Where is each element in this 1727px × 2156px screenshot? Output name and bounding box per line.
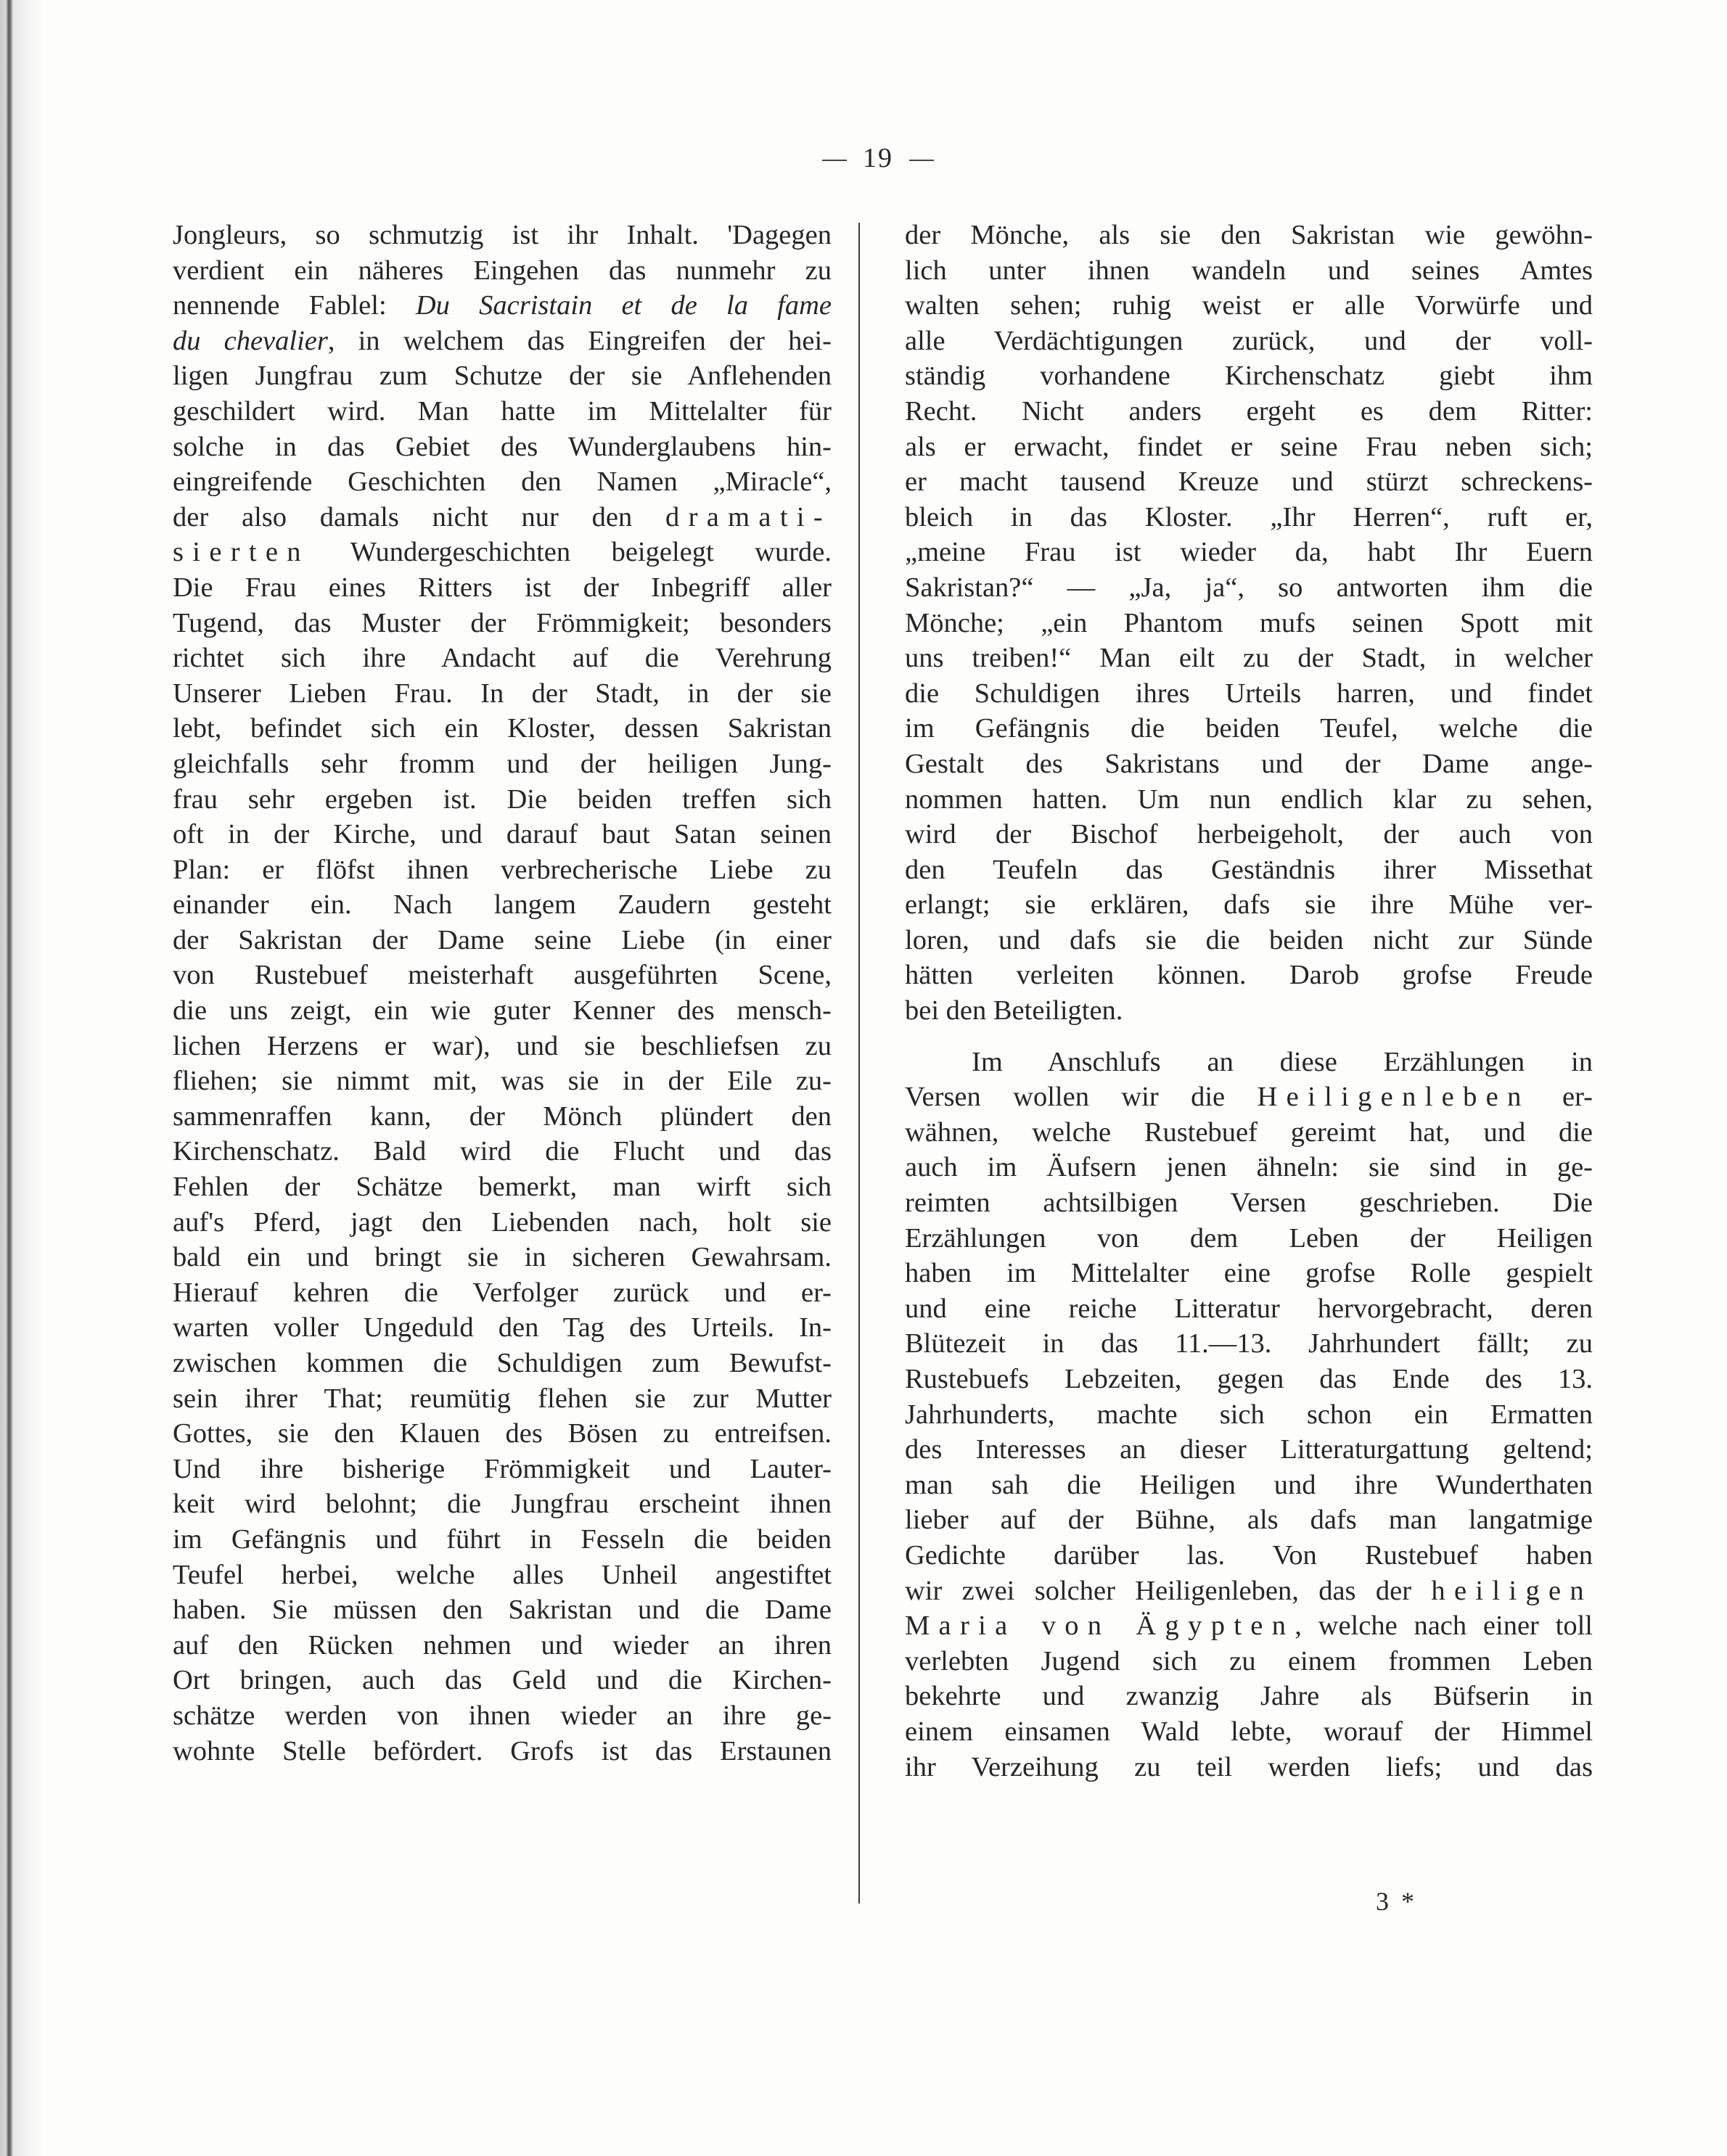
text-line: Teufel herbei, welche alles Unheil angestiftet [173,1559,832,1590]
text-line: einem einsamen Wald lebte, worauf der Himmel [905,1716,1593,1747]
text-line: einander ein. Nach langem Zaudern gesteht [173,889,832,921]
text-line [173,535,832,570]
text-line: schätze werden von ihnen wieder an ihre ge- [173,1700,832,1731]
text-line: Die Frau eines Ritters ist der Inbegriff aller [173,572,832,603]
text-line: Jongleurs, so schmutzig ist ihr Inhalt. 'Dagegen [173,220,832,250]
text-line: lichen Herzens er war), und sie beschliefsen zu [173,1030,832,1061]
text-line [905,1079,1593,1115]
text-line: ständig vorhandene Kirchenschatz giebt ihm [905,361,1593,392]
text-line: wird der Bischof herbeigeholt, der auch von [905,819,1593,850]
text-line: im Gefängnis die beiden Teufel, welche die [905,713,1593,744]
text-line: des Interesses an dieser Litteraturgattung geltend; [905,1434,1593,1465]
text-line: geschildert wird. Man hatte im Mittelalter für [173,395,832,427]
text-line: der Mönche, als sie den Sakristan wie gewöhn- [905,220,1593,250]
left-column [173,218,832,1769]
text-line: bleich in das Kloster. „Ihr Herren“, ruft er, [905,501,1593,532]
text-line: reimten achtsilbigen Versen geschrieben. Die [905,1188,1593,1219]
text-line: alle Verdächtigungen zurück, und der voll- [905,325,1593,356]
text-line: Gedichte darüber las. Von Rustebuef haben [905,1539,1593,1571]
text-line: „meine Frau ist wieder da, habt Ihr Euern [905,537,1593,568]
text-span: nennende Fablel: [173,290,416,321]
text-line: Kirchenschatz. Bald wird die Flucht und das [173,1136,832,1167]
book-spine-edge [0,0,44,2156]
text-line: bekehrte und zwanzig Jahre als Büfserin in [905,1681,1593,1712]
text-span: er- [1530,1082,1593,1113]
text-line [173,500,832,535]
text-line: wähnen, welche Rustebuef gereimt hat, und die [905,1116,1593,1148]
work-title-italic-cont: du chevalier [173,325,328,356]
right-column [905,218,1593,1785]
text-line: man sah die Heiligen und ihre Wunderthaten [905,1469,1593,1500]
text-line: verlebten Jugend sich zu einem frommen Leben [905,1645,1593,1676]
text-line: Hierauf kehren die Verfolger zurück und er- [173,1277,832,1308]
page-number-header [791,142,965,174]
text-line: Und ihre bisherige Frömmigkeit und Lauter- [173,1453,832,1484]
text-line: Unserer Lieben Frau. In der Stadt, in der sie [173,678,832,709]
text-line: die Schuldigen ihres Urteils harren, und findet [905,678,1593,709]
text-line: oft in der Kirche, und darauf baut Satan seinen [173,819,832,850]
text-line: von Rustebuef meisterhaft ausgeführten Scene, [173,960,832,991]
spaced-emphasis: heiligen [1431,1575,1593,1606]
text-span: Versen wollen wir die [905,1082,1258,1113]
text-line: auf den Rücken nehmen und wieder an ihren [173,1629,832,1661]
text-line: Ort bringen, auch das Geld und die Kirchen- [173,1665,832,1696]
text-line: bald ein und bringt sie in sicheren Gewahrsam. [173,1242,832,1273]
text-span: , in welchem das Eingreifen der hei- [327,325,832,356]
text-line: Fehlen der Schätze bemerkt, man wirft sich [173,1172,832,1203]
text-line: und eine reiche Litteratur hervorgebracht, deren [905,1293,1593,1324]
text-line: eingreifende Geschichten den Namen „Miracle“, [173,466,832,498]
text-line: loren, und dafs sie die beiden nicht zur Sünde [905,924,1593,955]
text-line: nommen hatten. Um nun endlich klar zu sehen, [905,783,1593,815]
text-span: der also damals nicht nur den [173,501,666,532]
text-line: Erzählungen von dem Leben der Heiligen [905,1222,1593,1254]
text-line: Tugend, das Muster der Frömmigkeit; besonders [173,607,832,638]
text-line: erlangt; sie erklären, dafs sie ihre Mühe ver- [905,889,1593,921]
text-line: ihr Verzeihung zu teil werden liefs; und das [905,1751,1593,1782]
text-line: verdient ein näheres Eingehen das nunmehr zu [173,255,832,286]
text-line: frau sehr ergeben ist. Die beiden treffen sich [173,783,832,815]
text-line: Recht. Nicht anders ergeht es dem Ritter: [905,395,1593,427]
text-line: walten sehen; ruhig weist er alle Vorwürfe und [905,290,1593,321]
text-line: Sakristan?“ — „Ja, ja“, so antworten ihm die [905,572,1593,603]
text-span: Wundergeschichten beigelegt wurde. [309,537,832,568]
text-line: solche in das Gebiet des Wunderglaubens hin- [173,431,832,462]
text-line: Gottes, sie den Klauen des Bösen zu entreifsen. [173,1418,832,1449]
text-line: sammenraffen kann, der Mönch plündert den [173,1100,832,1132]
text-line-paragraph-start: Im Anschlufs an diese Erzählungen in [972,1046,1593,1077]
spaced-emphasis: Maria von Ägypten [905,1610,1295,1642]
signature-mark: 3 * [1376,1887,1417,1916]
text-line: zwischen kommen die Schuldigen zum Bewufst- [173,1348,832,1378]
text-line: auch im Äufsern jenen ähneln: sie sind in ge- [905,1152,1593,1183]
text-span: wir zwei solcher Heiligenleben, das der [905,1575,1432,1606]
text-line: Mönche; „ein Phantom mufs seinen Spott mit [905,607,1593,638]
text-line [905,1573,1593,1609]
text-line-paragraph-end: bei den Beteiligten. [905,995,1123,1026]
text-line: sein ihrer That; reumütig flehen sie zur Mutter [173,1383,832,1414]
text-line: hätten verleiten können. Darob grofse Freude [905,960,1593,991]
text-line [173,324,832,359]
text-line: er macht tausend Kreuze und stürzt schreckens- [905,466,1593,498]
text-span: , welche nach einer toll [1295,1610,1593,1642]
dash-left [822,160,847,161]
spaced-emphasis: Heiligenleben [1257,1082,1530,1113]
text-line: gleichfalls sehr fromm und der heiligen Jung- [173,748,832,779]
text-line: lieber auf der Bühne, als dafs man langatmige [905,1505,1593,1536]
text-line: Gestalt des Sakristans und der Dame ange- [905,748,1593,779]
text-line: haben im Mittelalter eine grofse Rolle gespielt [905,1258,1593,1289]
text-line: lebt, befindet sich ein Kloster, dessen Sakristan [173,713,832,744]
dash-right [909,160,934,161]
work-title-italic: Du Sacristain et de la fame [415,290,832,321]
text-line: richtet sich ihre Andacht auf die Verehrung [173,643,832,674]
spaced-emphasis: sierten [173,537,310,568]
text-line: warten voller Ungeduld den Tag des Urteils. In- [173,1312,832,1344]
spaced-emphasis: dramati- [665,501,832,532]
page-number: 19 [863,143,893,173]
text-line: haben. Sie müssen den Sakristan und die Dame [173,1595,832,1626]
text-line: Jahrhunderts, machte sich schon ein Ermatten [905,1399,1593,1430]
text-line: uns treiben!“ Man eilt zu der Stadt, in welcher [905,643,1593,674]
text-line: die uns zeigt, ein wie guter Kenner des mensch- [173,995,832,1026]
text-line: den Teufeln das Geständnis ihrer Missethat [905,854,1593,885]
text-line: ligen Jungfrau zum Schutze der sie Anflehenden [173,361,832,392]
text-line: im Gefängnis und führt in Fesseln die beiden [173,1523,832,1555]
text-line: lich unter ihnen wandeln und seines Amtes [905,255,1593,286]
text-line [173,288,832,324]
text-line: als er erwacht, findet er seine Frau neben sich; [905,431,1593,462]
text-line: fliehen; sie nimmt mit, was sie in der Eile zu- [173,1066,832,1097]
text-line: Rustebuefs Lebzeiten, gegen das Ende des 13. [905,1364,1593,1394]
text-line: der Sakristan der Dame seine Liebe (in einer [173,924,832,955]
column-divider-rule [858,223,860,1904]
text-line: keit wird belohnt; die Jungfrau erscheint ihnen [173,1489,832,1520]
text-line: Plan: er flöfst ihnen verbrecherische Liebe zu [173,854,832,885]
text-line: auf's Pferd, jagt den Liebenden nach, holt sie [173,1206,832,1238]
text-line: wohnte Stelle befördert. Grofs ist das Erstaunen [173,1735,832,1766]
text-line: Blütezeit in das 11.—13. Jahrhundert fällt; zu [905,1328,1593,1359]
text-line [905,1608,1593,1644]
